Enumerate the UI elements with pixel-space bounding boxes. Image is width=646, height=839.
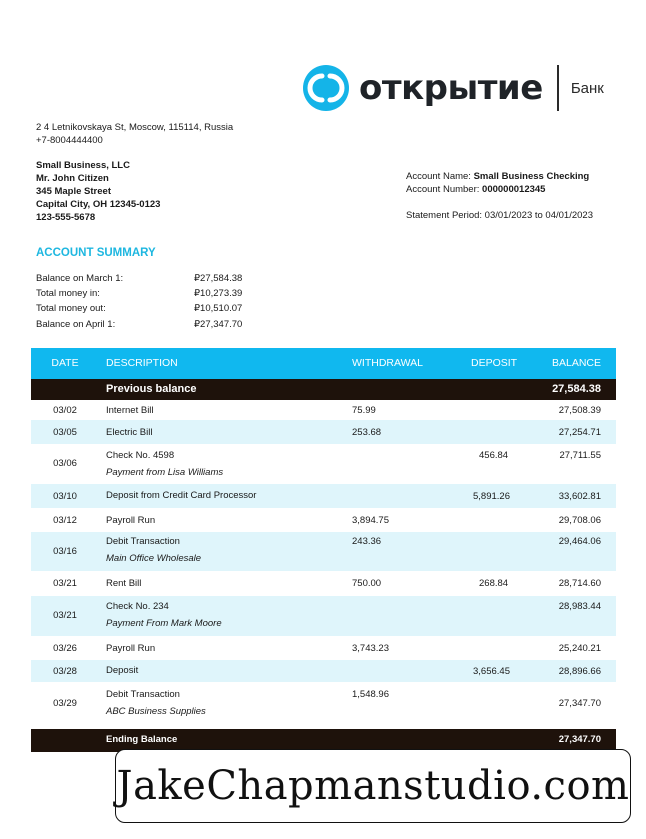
summary-value: ₽10,273.39	[194, 288, 243, 299]
row-date: 03/21	[53, 578, 77, 589]
watermark-text: JakeChapmanstudio.com	[116, 763, 630, 809]
summary-label: Balance on April 1:	[36, 319, 116, 330]
header-withdrawal: WITHDRAWAL	[352, 357, 423, 369]
customer-city: Capital City, OH 12345-0123	[36, 199, 161, 210]
row-balance: 33,602.81	[558, 491, 601, 502]
row-description: Check No. 4598	[106, 450, 175, 461]
previous-balance-value: 27,584.38	[552, 383, 601, 395]
customer-name: Mr. John Citizen	[36, 173, 109, 184]
row-withdrawal: 243.36	[352, 536, 382, 547]
bank-logo-suffix: Банк	[570, 79, 604, 97]
row-date: 03/06	[53, 458, 77, 469]
table-row	[31, 420, 616, 444]
row-withdrawal: 253.68	[352, 427, 382, 438]
row-description: Payroll Run	[106, 643, 156, 654]
row-deposit: 456.84	[479, 450, 509, 461]
row-deposit: 3,656.45	[473, 666, 510, 677]
row-date: 03/26	[53, 643, 77, 654]
header-balance: BALANCE	[551, 357, 601, 369]
row-withdrawal: 75.99	[352, 405, 376, 416]
row-withdrawal: 3,894.75	[352, 515, 389, 526]
table-row	[31, 484, 616, 508]
row-balance: 27,254.71	[558, 427, 601, 438]
summary-value: ₽27,347.70	[194, 319, 243, 330]
row-sub-description: ABC Business Supplies	[106, 706, 206, 717]
account-name-line	[406, 170, 589, 183]
account-info	[406, 170, 589, 196]
row-description: Deposit from Credit Card Processor	[106, 490, 257, 501]
row-withdrawal: 750.00	[352, 578, 382, 589]
row-sub-description: Payment From Mark Moore	[106, 618, 222, 629]
row-date: 03/21	[53, 610, 77, 621]
row-date: 03/12	[53, 515, 77, 526]
bank-address	[36, 121, 233, 147]
row-withdrawal: 1,548.96	[352, 689, 389, 700]
transactions-table	[31, 348, 616, 752]
statement-period: Statement Period: 03/01/2023 to 04/01/2023	[406, 210, 593, 221]
row-balance: 25,240.21	[558, 643, 601, 654]
row-date: 03/29	[53, 698, 77, 709]
bank-logo	[303, 64, 604, 112]
account-number-label: Account Number:	[406, 184, 480, 195]
summary-value: ₽10,510.07	[194, 303, 243, 314]
row-date: 03/05	[53, 427, 77, 438]
table-header	[31, 348, 616, 379]
bank-phone: +7-8004444400	[36, 135, 103, 146]
row-sub-description: Payment from Lisa Williams	[106, 467, 224, 478]
summary-label: Total money in:	[36, 288, 100, 299]
header-description: DESCRIPTION	[106, 357, 178, 369]
row-description: Debit Transaction	[106, 536, 180, 547]
summary-value: ₽27,584.38	[194, 273, 243, 284]
row-balance: 28,896.66	[558, 666, 601, 677]
summary-label: Balance on March 1:	[36, 273, 124, 284]
table-row	[31, 532, 616, 571]
account-name-label: Account Name:	[406, 171, 471, 182]
table-row	[31, 400, 616, 420]
bank-logo-icon	[303, 65, 349, 111]
row-balance: 28,983.44	[558, 601, 601, 612]
row-description: Debit Transaction	[106, 689, 180, 700]
row-balance: 27,347.70	[558, 698, 601, 709]
previous-balance-label: Previous balance	[106, 383, 197, 395]
row-balance: 27,508.39	[558, 405, 601, 416]
row-withdrawal: 3,743.23	[352, 643, 389, 654]
watermark-box	[115, 749, 631, 823]
row-balance: 29,464.06	[558, 536, 601, 547]
summary-label: Total money out:	[36, 303, 106, 314]
ending-balance-value: 27,347.70	[558, 734, 601, 745]
customer-phone: 123-555-5678	[36, 212, 96, 223]
row-date: 03/16	[53, 546, 77, 557]
row-description: Check No. 234	[106, 601, 169, 612]
account-number-value: 000000012345	[482, 184, 546, 195]
table-row	[31, 660, 616, 682]
row-deposit: 268.84	[479, 578, 509, 589]
table-row	[31, 636, 616, 660]
table-row	[31, 596, 616, 636]
account-number-line	[406, 183, 589, 196]
row-date: 03/10	[53, 491, 77, 502]
bank-address-line: 2 4 Letnikovskaya St, Moscow, 115114, Russia	[36, 122, 234, 133]
row-description: Deposit	[106, 665, 139, 676]
customer-company: Small Business, LLC	[36, 160, 130, 171]
row-deposit: 5,891.26	[473, 491, 510, 502]
customer-block	[36, 159, 160, 224]
customer-street: 345 Maple Street	[36, 186, 111, 197]
row-description: Rent Bill	[106, 578, 142, 589]
summary-title: ACCOUNT SUMMARY	[36, 247, 156, 259]
row-date: 03/28	[53, 666, 77, 677]
header-date: DATE	[51, 357, 79, 369]
row-date: 03/02	[53, 405, 77, 416]
ending-balance-label: Ending Balance	[106, 734, 178, 745]
account-name-value: Small Business Checking	[473, 171, 590, 182]
header-deposit: DEPOSIT	[471, 357, 518, 369]
table-row	[31, 682, 616, 729]
row-description: Electric Bill	[106, 427, 153, 438]
row-balance: 27,711.55	[559, 450, 601, 461]
previous-balance-row	[31, 379, 616, 400]
row-description: Payroll Run	[106, 515, 156, 526]
table-row	[31, 508, 616, 532]
row-description: Internet Bill	[106, 405, 154, 416]
logo-divider	[557, 65, 559, 111]
row-sub-description: Main Office Wholesale	[106, 553, 202, 564]
row-balance: 29,708.06	[558, 515, 601, 526]
table-row	[31, 571, 616, 596]
row-balance: 28,714.60	[558, 578, 601, 589]
table-row	[31, 444, 616, 484]
bank-logo-wordmark: открытие	[359, 68, 543, 108]
